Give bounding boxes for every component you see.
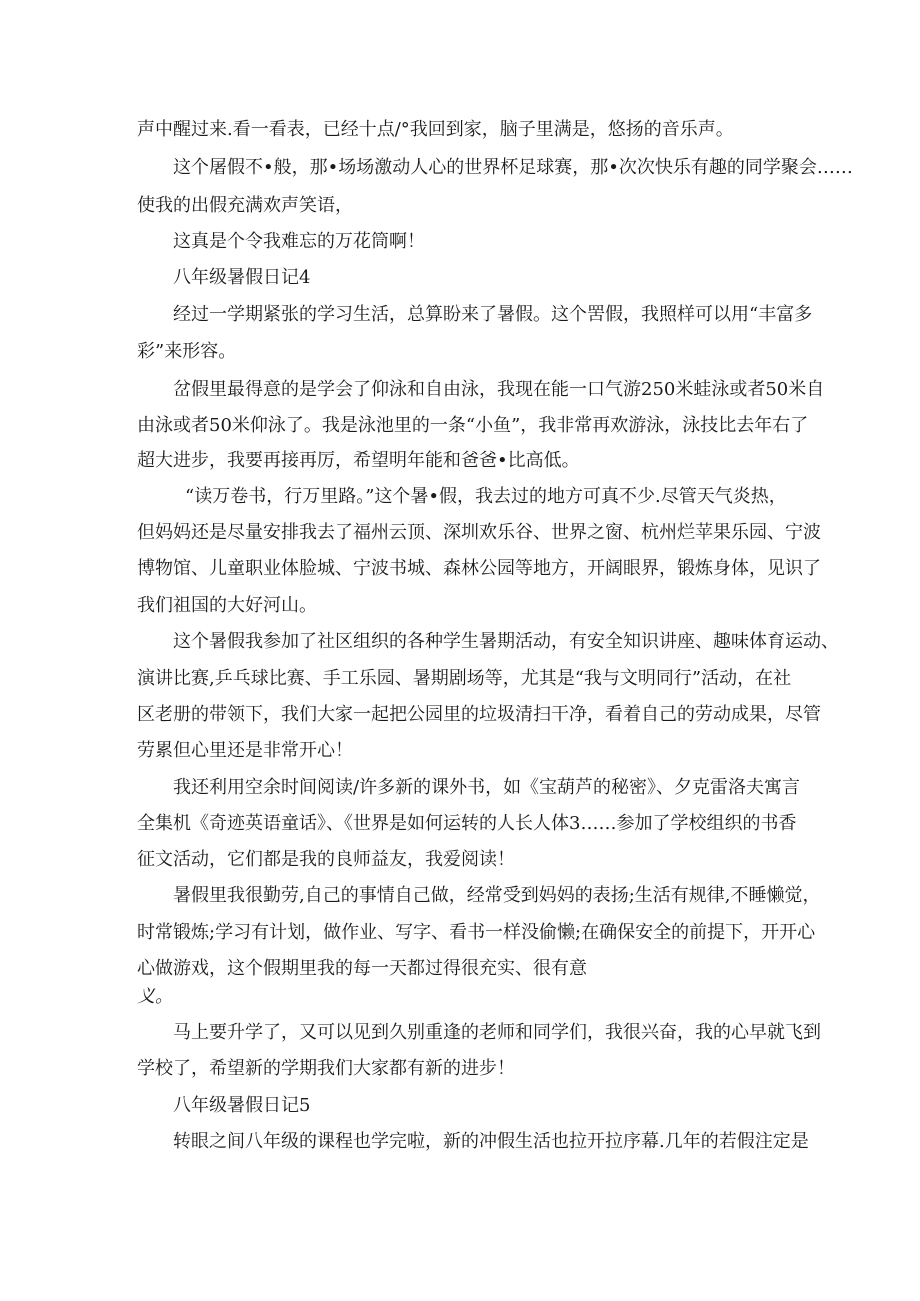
text-line: 超大进步，我要再接再厉，希望明年能和爸爸•比高低。 bbox=[137, 450, 580, 471]
text-line: 劳累但心里还是非常开心！ bbox=[137, 740, 353, 761]
text-line: 博物馆、儿童职业体脸城、宁波书城、森林公园等地方，开阔眼界，锻炼身体，见识了 bbox=[137, 558, 821, 579]
text-line: 但妈妈还是尽量安排我去了福州云顶、深圳欢乐谷、世界之窗、杭州烂苹果乐园、宁波 bbox=[137, 522, 821, 543]
text-line: 全集机《奇迹英语童话》、《世界是如何运转的人长人体3……参加了学校组织的书香 bbox=[137, 813, 797, 834]
text-line: 这真是个令我难忘的万花筒啊！ bbox=[173, 231, 425, 252]
section-heading: 八年级暑假日记5 bbox=[173, 1095, 311, 1116]
text-line: 学校了，希望新的学期我们大家都有新的进步！ bbox=[137, 1058, 515, 1079]
text-line: 岔假里最得意的是学会了仰泳和自由泳，我现在能一口气游250米蛙泳或者50米自 bbox=[173, 379, 825, 400]
text-line: 使我的出假充满欢声笑语， bbox=[137, 195, 353, 216]
text-line: 时常锻炼;学习有计划，做作业、写字、看书一样没偷懒;在确保安全的前提下，开开心 bbox=[137, 922, 816, 943]
text-line: 心做游戏，这个假期里我的每一天都过得很充实、很有意 bbox=[137, 958, 587, 979]
text-line: 声中醒过来.看一看表，已经十点/°我回到家，脑子里满是，悠扬的音乐声。 bbox=[137, 119, 734, 140]
text-line: 我们祖国的大好河山。 bbox=[137, 595, 317, 616]
text-line: 转眼之间八年级的课程也学完啦，新的冲假生活也拉开拉序幕.几年的若假注定是 bbox=[173, 1131, 809, 1152]
text-line: 暑假里我很勤劳,自己的事情自己做，经常受到妈妈的表扬;生活有规律,不睡懒觉， bbox=[173, 885, 821, 906]
text-line: 马上要升学了，又可以见到久别重逢的老师和同学们，我很兴奋，我的心早就飞到 bbox=[173, 1022, 821, 1043]
text-line: 征文活动，它们都是我的良师益友，我爱阅读！ bbox=[137, 849, 515, 870]
text-line: “读万卷书，行万里路。”这个暑•假，我去过的地方可真不少.尽管天气炎热， bbox=[185, 486, 787, 507]
text-line: 义。 bbox=[137, 986, 173, 1007]
text-line: 经过一学期紧张的学习生活，总算盼来了暑假。这个罟假，我照样可以用“丰富多 bbox=[173, 304, 813, 325]
section-heading: 八年级暑假日记4 bbox=[173, 267, 311, 288]
text-line: 彩”来形容。 bbox=[137, 341, 237, 362]
text-line: 我还利用空余时间阅读/许多新的课外书，如《宝葫芦的秘密》、夕克雷洛夫寓言 bbox=[173, 777, 801, 798]
text-line: 演讲比赛,乒乓球比赛、手工乐园、暑期剧场等，尤其是“我与文明同行”活动，在社 bbox=[137, 668, 792, 689]
text-line: 由泳或者50米仰泳了。我是泳池里的一条“小鱼”，我非常再欢游泳，泳技比去年右了 bbox=[137, 415, 809, 436]
text-line: 这个暑假我参加了社区组织的各种学生暑期活动，有安全知识讲座、趣味体育运动、 bbox=[173, 631, 839, 652]
text-line: 这个屠假不•般，那•场场激动人心的世界杯足球赛，那•次次快乐有趣的同学聚会…… bbox=[173, 157, 853, 178]
text-line: 区老册的带领下，我们大家一起把公园里的垃圾清扫干净，看着自己的劳动成果，尽管 bbox=[137, 704, 821, 725]
